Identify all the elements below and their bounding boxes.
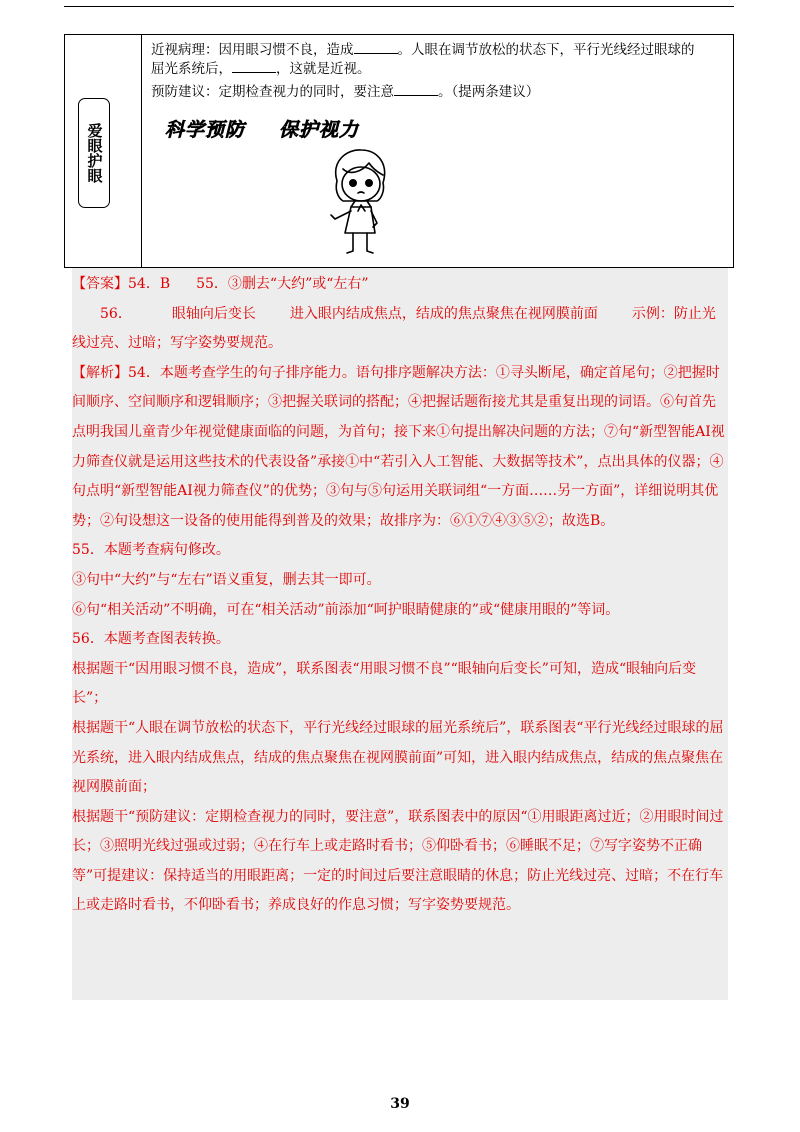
question-content <box>151 41 721 102</box>
answer-num: 56． <box>100 305 132 322</box>
answer-55: 55．③删去“大约”或“左右” <box>196 276 369 292</box>
slogan-left: 科学预防 <box>165 119 246 141</box>
myopia-pathology <box>151 41 721 79</box>
slogan <box>165 115 359 142</box>
answer-tag: 【答案】 <box>72 276 128 292</box>
q-text: 预防建议：定期检查视力的同时，要注意 <box>151 84 394 100</box>
q-text: 屈光系统后， <box>151 61 232 77</box>
answer-section <box>72 268 728 1000</box>
analysis-56-1: 根据题干“因用眼习惯不良，造成”，联系图表“用眼习惯不良”“眼轴向后变长”可知，造成“眼轴向后变长”； <box>72 660 697 707</box>
answer-56 <box>72 300 728 330</box>
analysis-56-2: 根据题干“人眼在调节放松的状态下，平行光线经过眼球的屈光系统后”，联系图表“平行光线经过眼球的屈光系统，进入眼内结成焦点，结成的焦点聚焦在视网膜前面”可知，进入眼内结成焦点，结成的焦点聚焦在视网膜前面； <box>72 719 724 796</box>
answer-56-c: 示例：防止光 <box>631 305 716 322</box>
answer-blank <box>232 72 276 73</box>
q-text: 近视病理：因用眼习惯不良，造成 <box>151 42 354 58</box>
girl-illustration-icon <box>325 147 395 259</box>
analysis-56-title: 56．本题考查图表转换。 <box>72 631 230 648</box>
analysis-tag: 【解析】 <box>72 364 128 381</box>
answer-text <box>72 270 728 921</box>
prevention-advice <box>151 83 721 102</box>
analysis-56-3: 根据题干“预防建议：定期检查视力的同时，要注意”，联系图表中的原因“①用眼距离过近；②用眼时间过长；③照明光线过强或过弱；④在行车上或走路时看书；⑤仰卧看书；⑥睡眠不足；⑦写字姿势不正确等”可提建议：保持适当的用眼距离；一定的时间过后要注意眼睛的休息；防止光线过亮、过暗；不在行车上或走路时看书，不仰卧看书；养成良好的作息习惯；写字姿势要规范。 <box>72 808 724 914</box>
analysis-55-2: ⑥句“相关活动”不明确，可在“相关活动”前添加“呵护眼睛健康的”或“健康用眼的”等词。 <box>72 601 620 618</box>
answer-56-a: 眼轴向后变长 <box>171 305 256 322</box>
answer-56-cont: 线过亮、过暗；写字姿势要规范。 <box>72 335 282 352</box>
q-text: ，这就是近视。 <box>276 61 371 77</box>
answer-56-b: 进入眼内结成焦点，结成的焦点聚焦在视网膜前面 <box>289 305 598 322</box>
question-table <box>64 34 734 268</box>
q-text: 。人眼在调节放松的状态下，平行光线经过眼球的 <box>397 42 695 58</box>
answer-blank <box>354 53 398 54</box>
q-text: 。（提两条建议） <box>438 84 540 100</box>
slogan-right: 保护视力 <box>279 119 360 141</box>
answer-54: 54．B <box>128 276 171 292</box>
header-rule <box>64 6 734 7</box>
analysis-54 <box>72 359 728 537</box>
analysis-54-text: 54．本题考查学生的句子排序能力。语句排序题解决方法：①寻头断尾，确定首尾句；②把握时间顺序、空间顺序和逻辑顺序；③把握关联词的搭配；④把握话题衔接尤其是重复出现的词语。⑥句首先点明我国儿童青少年视觉健康面临的问题，为首句；接下来①句提出解决问题的方法；⑦句“新型智能AI视力筛查仪就是运用这些技术的代表设备”承接①中“若引入人工智能、大数据等技术”，点出具体的仪器；④句点明“新型智能AI视力筛查仪”的优势；③句与⑤句运用关联词组“一方面……另一方面”，详细说明其优势；②句设想这一设备的使用能得到普及的效果；故排序为：⑥①⑦④③⑤②；故选B。 <box>72 364 725 529</box>
page-number: 39 <box>390 1096 410 1112</box>
analysis-55-title: 55．本题考查病句修改。 <box>72 542 230 559</box>
side-label: 爱眼护眼 <box>78 98 110 208</box>
analysis-55-1: ③句中“大约”与“左右”语义重复，删去其一即可。 <box>72 571 381 588</box>
side-column <box>65 35 142 267</box>
answer-blank <box>394 95 438 96</box>
answer-line <box>72 270 728 300</box>
